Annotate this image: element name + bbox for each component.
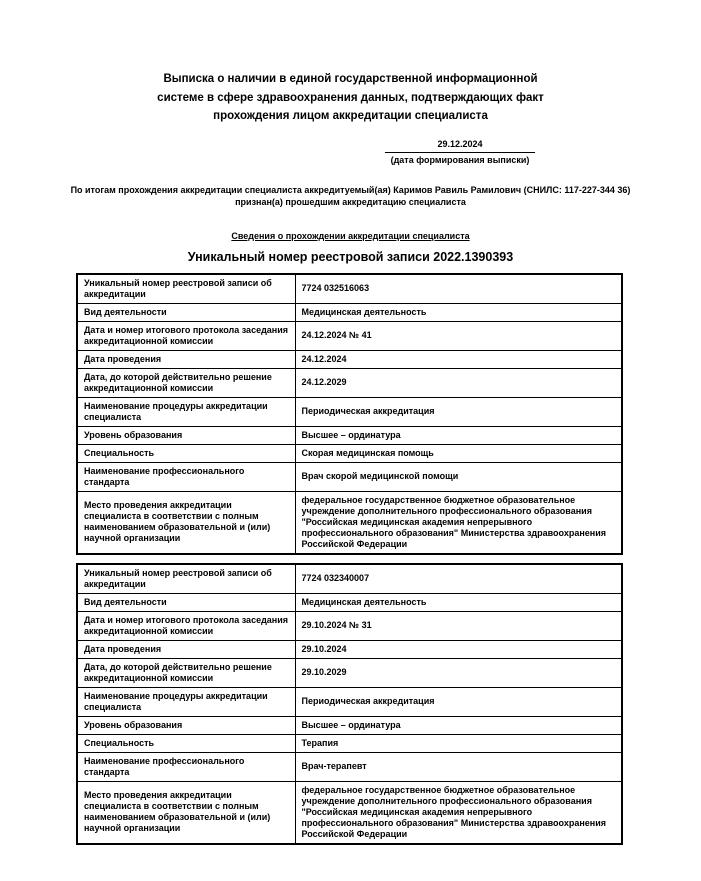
- row-label: Наименование процедуры аккредитации специалиста: [77, 397, 295, 426]
- table-row: [77, 462, 622, 491]
- table-row: [77, 752, 622, 781]
- issue-date-value: 29.12.2024: [385, 139, 535, 153]
- row-value: 7724 032516063: [295, 274, 622, 304]
- section-heading: Сведения о прохождении аккредитации специалиста: [231, 230, 470, 241]
- table-row: [77, 368, 622, 397]
- table-row: [77, 593, 622, 611]
- row-label: Специальность: [77, 444, 295, 462]
- row-value: Периодическая аккредитация: [295, 687, 622, 716]
- document-title-line: системе в сфере здравоохранения данных, подтверждающих факт: [157, 91, 544, 104]
- row-value: 24.12.2024: [295, 350, 622, 368]
- row-label: Вид деятельности: [77, 303, 295, 321]
- row-label: Дата проведения: [77, 350, 295, 368]
- accreditation-record-table-2: [76, 563, 623, 845]
- row-label: Дата проведения: [77, 640, 295, 658]
- row-label: Уникальный номер реестровой записи об аккредитации: [77, 274, 295, 304]
- table-row: [77, 426, 622, 444]
- table-row: [77, 564, 622, 594]
- table-row: [77, 321, 622, 350]
- row-value: Высшее – ординатура: [295, 716, 622, 734]
- row-label: Дата, до которой действительно решение аккредитационной комиссии: [77, 368, 295, 397]
- table-row: [77, 303, 622, 321]
- table-row: [77, 274, 622, 304]
- table-row: [77, 687, 622, 716]
- table-row: [77, 491, 622, 554]
- row-value: 7724 032340007: [295, 564, 622, 594]
- accreditation-summary: По итогам прохождения аккредитации специалиста аккредитуемый(ая) Каримов Равиль Рамилович (СНИЛС: 117-227-344 36) признан(а) прошедшим аккредитацию специалиста: [70, 184, 631, 207]
- row-value: Медицинская деятельность: [295, 593, 622, 611]
- row-value: Высшее – ординатура: [295, 426, 622, 444]
- row-label: Специальность: [77, 734, 295, 752]
- row-label: Дата, до которой действительно решение аккредитационной комиссии: [77, 658, 295, 687]
- row-value: 29.10.2024: [295, 640, 622, 658]
- row-label: Наименование профессионального стандарта: [77, 462, 295, 491]
- row-label: Наименование процедуры аккредитации специалиста: [77, 687, 295, 716]
- row-value: Периодическая аккредитация: [295, 397, 622, 426]
- issue-date-caption: (дата формирования выписки): [390, 154, 530, 165]
- row-value: Медицинская деятельность: [295, 303, 622, 321]
- table-row: [77, 781, 622, 844]
- row-label: Уровень образования: [77, 716, 295, 734]
- table-row: [77, 611, 622, 640]
- table-row: [77, 734, 622, 752]
- row-label: Место проведения аккредитации специалиста в соответствии с полным наименованием образовательной и (или) научной организации: [77, 781, 295, 844]
- row-label: Место проведения аккредитации специалиста в соответствии с полным наименованием образовательной и (или) научной организации: [77, 491, 295, 554]
- row-value: федеральное государственное бюджетное образовательное учреждение дополнительного профессионального образования "Российская медицинская академия непрерывного профессионального образования" Министерства здравоохранения Российской Федерации: [295, 781, 622, 844]
- row-value: 29.10.2029: [295, 658, 622, 687]
- table-row: [77, 640, 622, 658]
- row-value: Врач-терапевт: [295, 752, 622, 781]
- document-title-line: прохождения лицом аккредитации специалиста: [213, 110, 488, 122]
- table-row: [77, 444, 622, 462]
- table-row: [77, 658, 622, 687]
- document-title-line: Выписка о наличии в единой государственной информационной: [163, 73, 538, 85]
- row-label: Дата и номер итогового протокола заседания аккредитационной комиссии: [77, 611, 295, 640]
- row-value: федеральное государственное бюджетное образовательное учреждение дополнительного профессионального образования "Российская медицинская академия непрерывного профессионального образования" Министерства здравоохранения Российской Федерации: [295, 491, 622, 554]
- table-row: [77, 716, 622, 734]
- document-title: [0, 0, 701, 126]
- row-value: Терапия: [295, 734, 622, 752]
- row-label: Вид деятельности: [77, 593, 295, 611]
- row-label: Уникальный номер реестровой записи об аккредитации: [77, 564, 295, 594]
- table-row: [77, 350, 622, 368]
- row-value: Врач скорой медицинской помощи: [295, 462, 622, 491]
- row-label: Уровень образования: [77, 426, 295, 444]
- issue-date-block: [385, 139, 535, 166]
- table-row: [77, 397, 622, 426]
- row-label: Наименование профессионального стандарта: [77, 752, 295, 781]
- row-label: Дата и номер итогового протокола заседания аккредитационной комиссии: [77, 321, 295, 350]
- row-value: 24.12.2029: [295, 368, 622, 397]
- registry-number-heading: Уникальный номер реестровой записи 2022.1390393: [187, 249, 514, 264]
- accreditation-record-table-1: [76, 273, 623, 555]
- row-value: 24.12.2024 № 41: [295, 321, 622, 350]
- row-value: Скорая медицинская помощь: [295, 444, 622, 462]
- row-value: 29.10.2024 № 31: [295, 611, 622, 640]
